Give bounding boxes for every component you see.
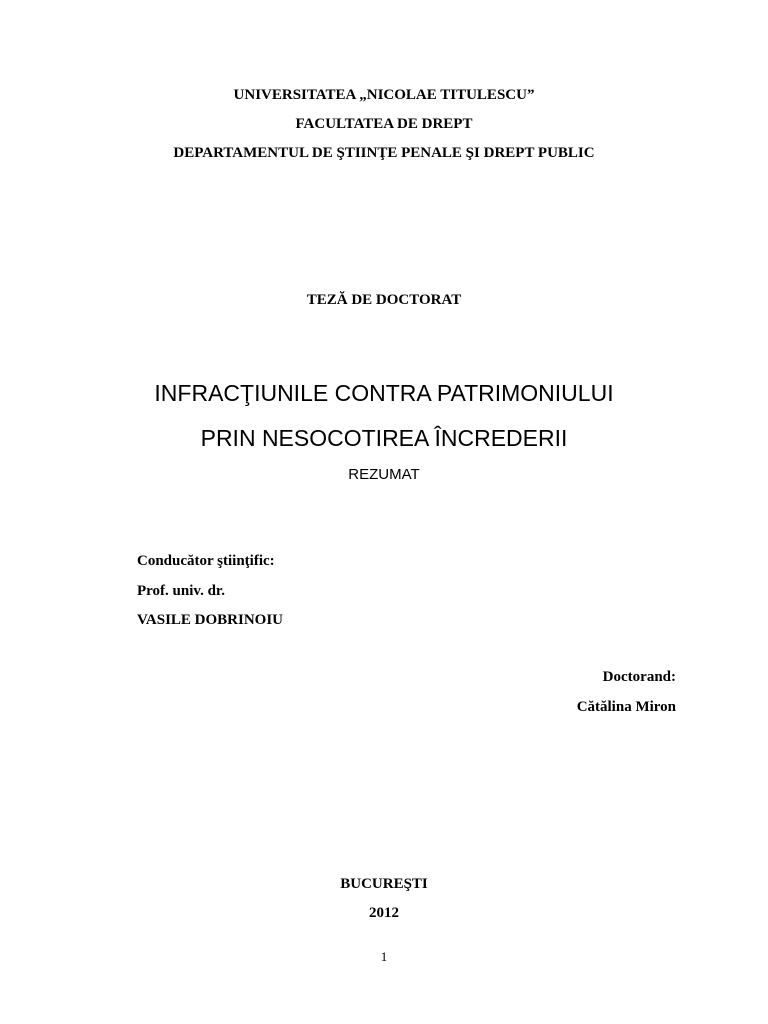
document-type: TEZĂ DE DOCTORAT bbox=[306, 292, 462, 308]
department-name: DEPARTAMENTUL DE ŞTIINŢE PENALE ŞI DREPT PUBLIC bbox=[173, 145, 595, 161]
city: BUCUREŞTI bbox=[340, 876, 428, 892]
candidate-label: Doctorand: bbox=[602, 669, 676, 685]
thesis-title-line-1: INFRACŢIUNILE CONTRA PATRIMONIULUI bbox=[154, 380, 614, 406]
thesis-subtitle: REZUMAT bbox=[348, 466, 420, 483]
page-number: 1 bbox=[380, 949, 388, 964]
thesis-title-line-2: PRIN NESOCOTIREA ÎNCREDERII bbox=[200, 425, 568, 451]
supervisor-label: Conducător ştiinţific: bbox=[137, 553, 275, 569]
candidate-name: Cătălina Miron bbox=[576, 699, 676, 715]
university-name: UNIVERSITATEA „NICOLAE TITULESCU” bbox=[233, 87, 535, 103]
supervisor-name: VASILE DOBRINOIU bbox=[137, 612, 284, 628]
year: 2012 bbox=[369, 905, 399, 921]
faculty-name: FACULTATEA DE DREPT bbox=[295, 116, 473, 132]
supervisor-rank: Prof. univ. dr. bbox=[137, 583, 225, 599]
